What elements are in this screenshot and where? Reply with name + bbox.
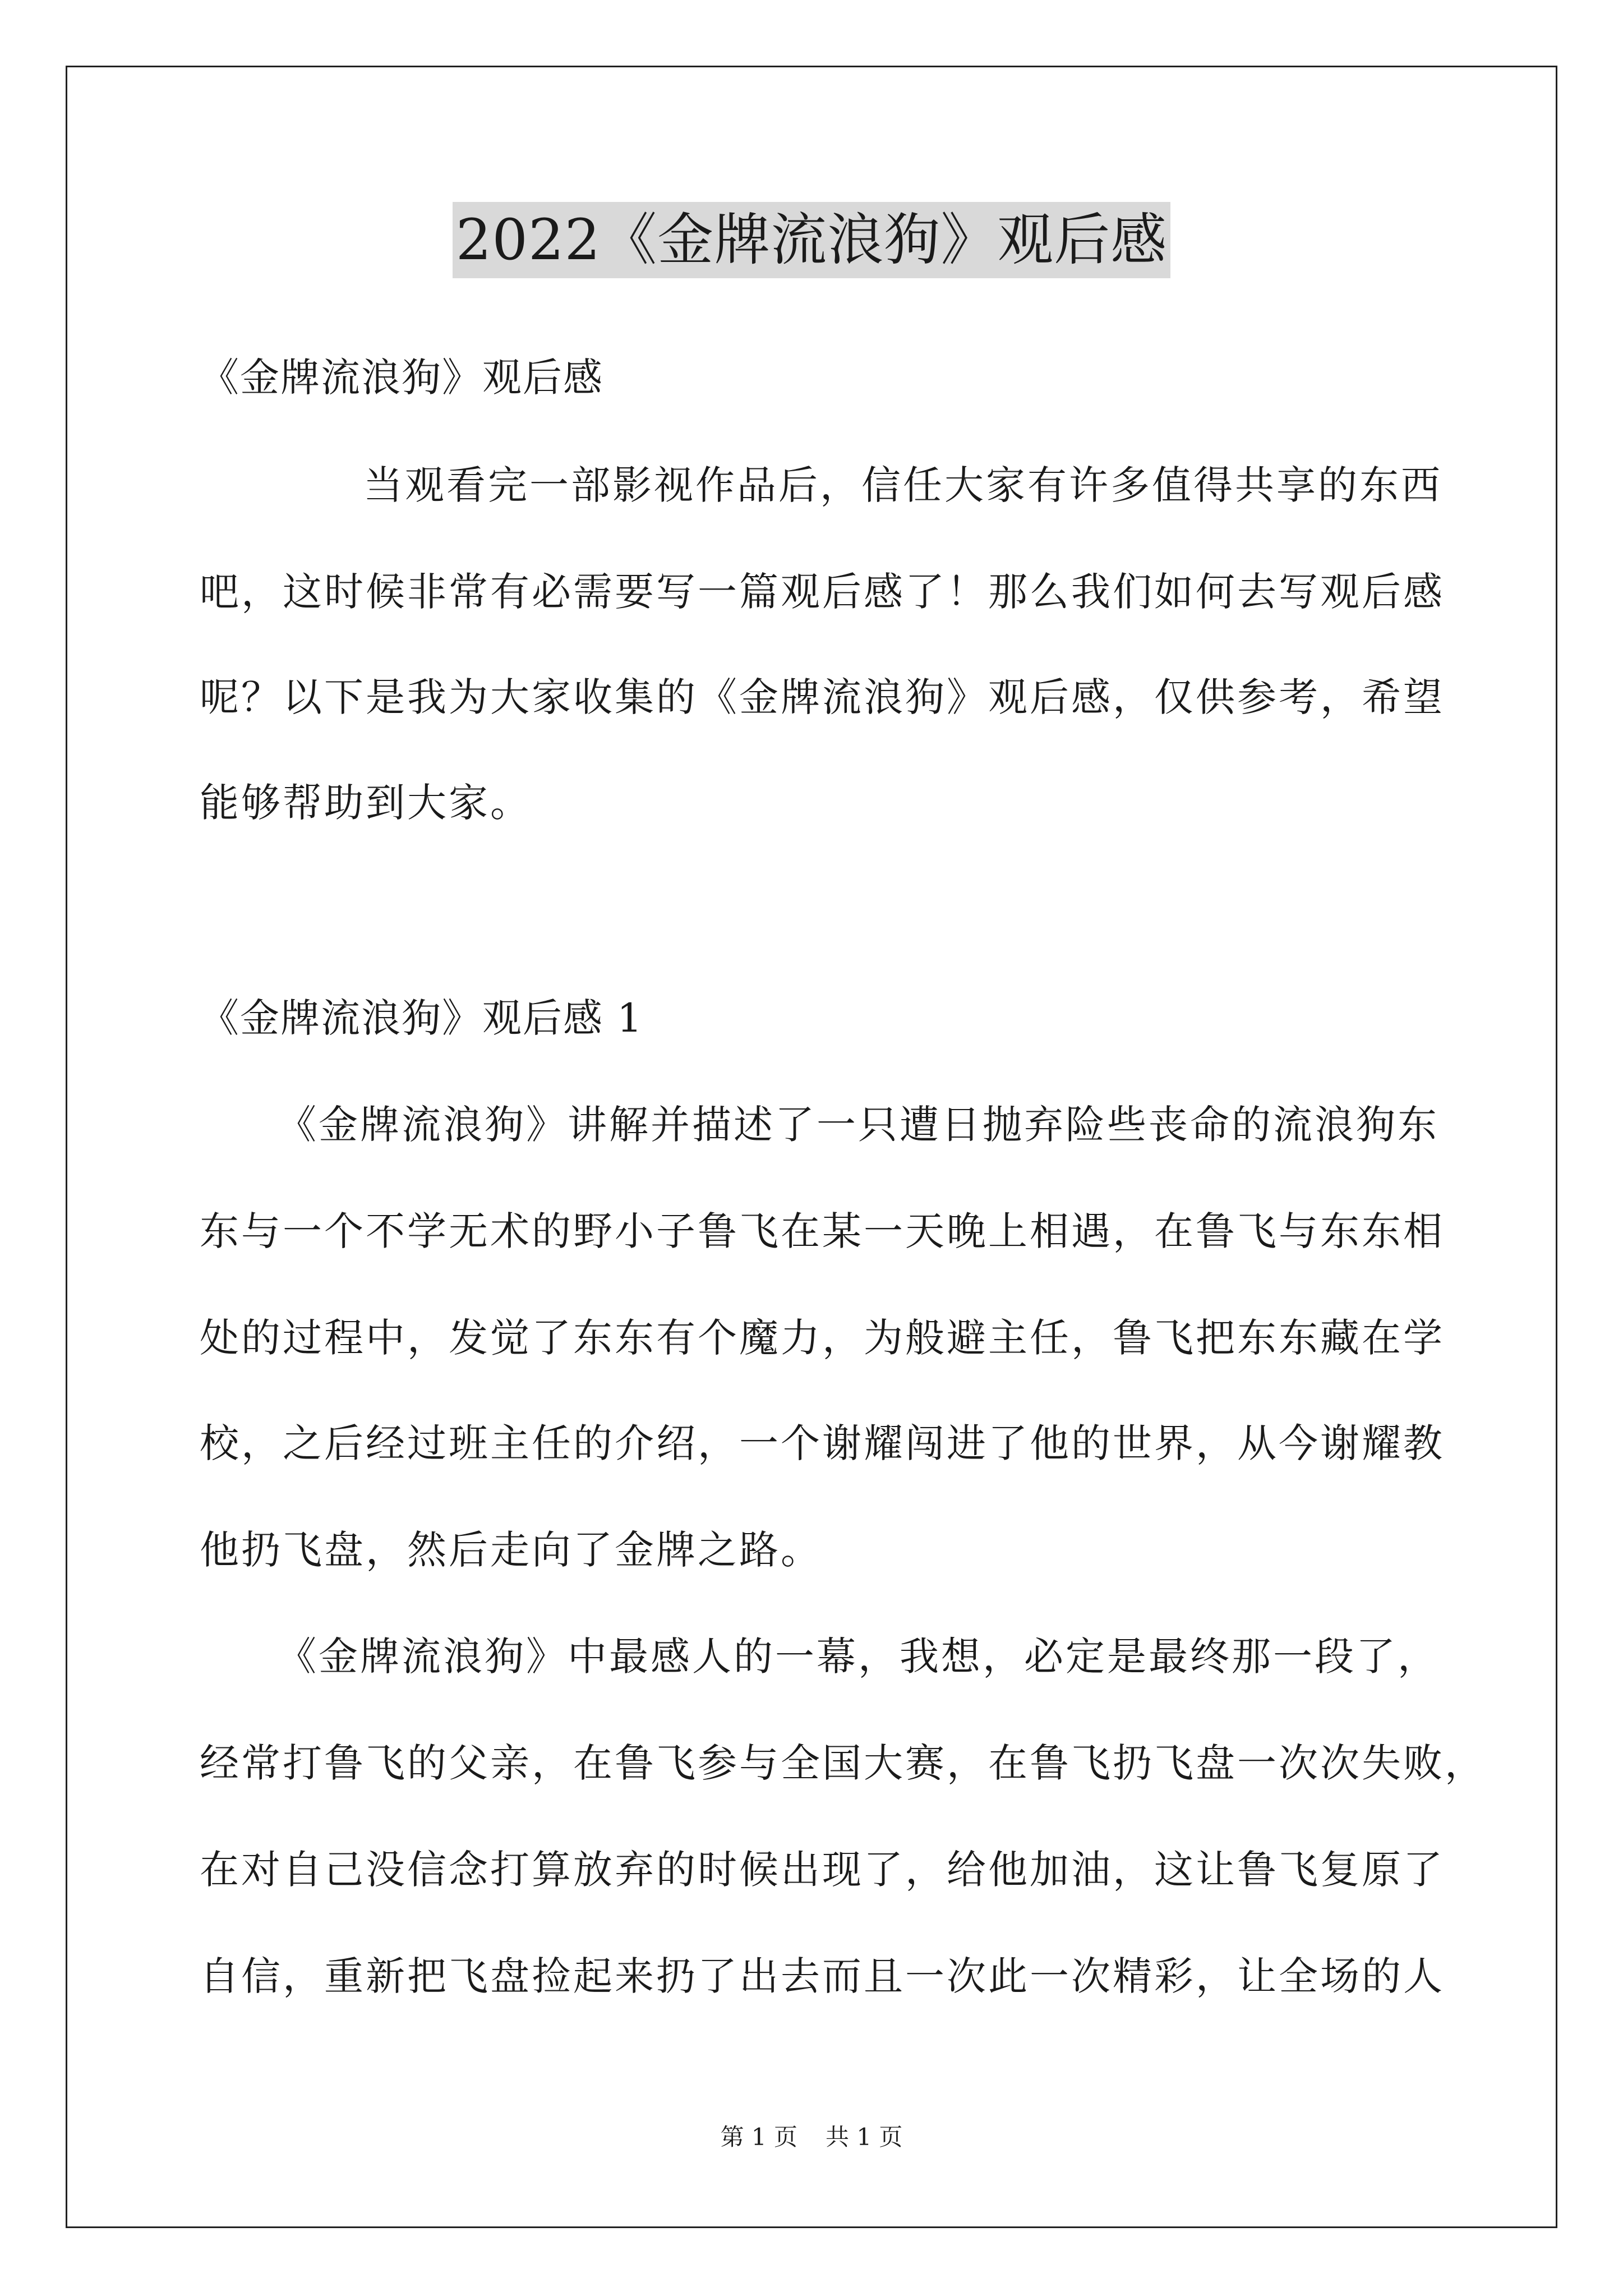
subtitle: 《金牌流浪狗》观后感 [200, 355, 603, 401]
document-title: 2022《金牌流浪狗》观后感 [453, 202, 1171, 278]
title-container [0, 202, 1623, 278]
page-number: 第 1 页 [720, 2123, 797, 2151]
paragraph-line: 自信，重新把飞盘捡起来扔了出去而且一次此一次精彩，让全场的人 [200, 1953, 1445, 1999]
paragraph-line: 校，之后经过班主任的介绍，一个谢耀闯进了他的世界，从今谢耀教 [200, 1420, 1445, 1466]
page-footer [0, 2120, 1623, 2154]
paragraph-line: 东与一个不学无术的野小子鲁飞在某一天晚上相遇，在鲁飞与东东相 [200, 1208, 1445, 1254]
paragraph-line: 处的过程中，发觉了东东有个魔力，为般避主任，鲁飞把东东藏在学 [200, 1315, 1445, 1361]
paragraph-line: 经常打鲁飞的父亲，在鲁飞参与全国大赛，在鲁飞扔飞盘一次次失败， [200, 1740, 1486, 1786]
intro-line: 能够帮助到大家。 [200, 780, 532, 826]
section-heading: 《金牌流浪狗》观后感 1 [200, 995, 643, 1041]
paragraph-line: 他扔飞盘，然后走向了金牌之路。 [200, 1527, 822, 1573]
intro-line: 吧，这时候非常有必需要写一篇观后感了！那么我们如何去写观后感 [200, 569, 1445, 615]
page-total: 共 1 页 [826, 2123, 903, 2151]
intro-line: 当观看完一部影视作品后，信任大家有许多值得共享的东西 [363, 462, 1442, 508]
intro-line: 呢？以下是我为大家收集的《金牌流浪狗》观后感，仅供参考，希望 [200, 674, 1445, 720]
paragraph-line: 在对自己没信念打算放弃的时候出现了，给他加油，这让鲁飞复原了 [200, 1847, 1445, 1893]
paragraph-line: 《金牌流浪狗》讲解并描述了一只遭日抛弃险些丧命的流浪狗东 [277, 1102, 1439, 1148]
paragraph-line: 《金牌流浪狗》中最感人的一幕，我想，必定是最终那一段了， [277, 1634, 1439, 1680]
